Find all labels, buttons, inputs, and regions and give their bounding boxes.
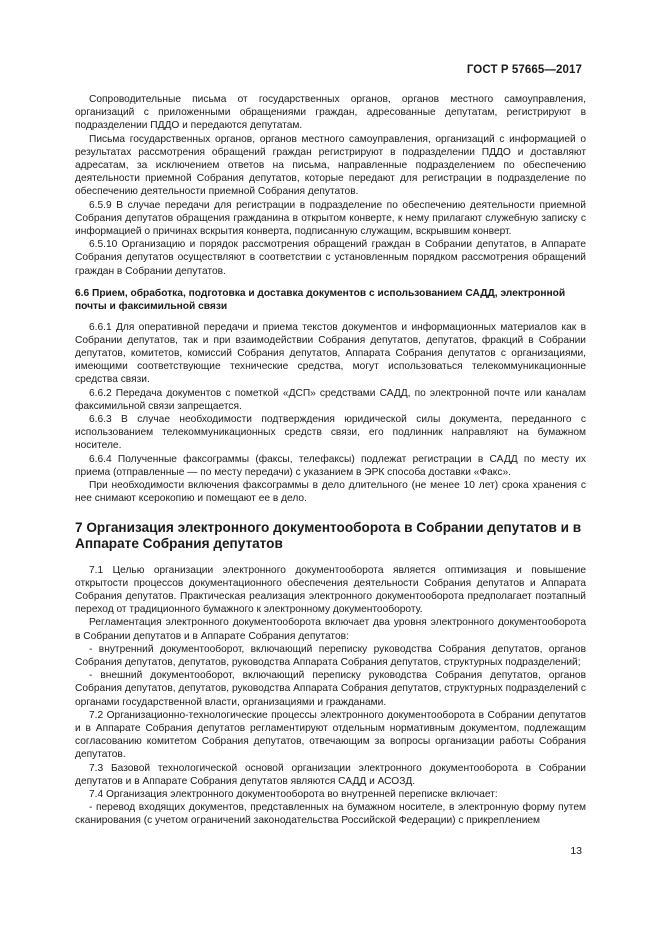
page-body <box>75 93 586 828</box>
paragraph: 6.5.9 В случае передачи для регистрации в подразделение по обеспечению деятельности приемной Собрания депутатов обращения гражданина в открытом конверте, к нему прилагают служебную записку с информацией о причинах вскрытия конверта, подписанную служащим, вскрывшим конверт. <box>75 199 586 238</box>
paragraph: Регламентация электронного документооборота включает два уровня электронного документооборота в Собрании депутатов и в Аппарате Собрания депутатов: <box>75 617 586 642</box>
document-code: ГОСТ Р 57665—2017 <box>466 64 582 76</box>
section-heading-7: 7 Организация электронного документооборота в Собрании депутатов и в Аппарате Собрания депутатов <box>75 519 582 551</box>
paragraph: 7.4 Организация электронного документооборота во внутренней переписке включает: <box>89 788 498 800</box>
paragraph: 6.6.2 Передача документов с пометкой «ДСП» средствами САДД, по электронной почте или каналам факсимильной связи запрещается. <box>75 387 586 412</box>
paragraph: Письма государственных органов, органов местного самоуправления, организаций с информацией о результатах рассмотрения обращений граждан регистрируют в подразделении ПДДО и доставляют адресатам, за исключением ответов на письма, направленные подразделением по обеспечению деятельности приемной Собрания депутатов, которые передают для регистрации в подразделение по обеспечению деятельности приемной Собрания депутатов. <box>75 133 586 198</box>
page-number: 13 <box>570 845 582 857</box>
paragraph: 6.6.3 В случае необходимости подтверждения юридической силы документа, переданного с использованием телекоммуникационных средств связи, его подлинник направляют на бумажном носителе. <box>75 414 586 452</box>
list-item: - внутренний документооборот, включающий переписку руководства Собрания депутатов, органов Собрания депутатов, депутатов, руководства Аппарата Собрания депутатов, структурных подразделений; <box>75 643 586 668</box>
list-item: - перевод входящих документов, представленных на бумажном носителе, в электронную форму путем сканирования (с учетом ограничений законодательства Российской Федерации) с прикреплением <box>75 802 586 827</box>
paragraph: 7.1 Целью организации электронного документооборота является оптимизация и повышение открытости процессов документационного обеспечения деятельности Собрания депутатов и Аппарата Собрания депутатов. Практическая реализация электронного документооборота предполагает поэтапный переход от традиционного бумажного к электронному документообороту. <box>75 564 586 616</box>
paragraph: 6.6.4 Полученные факсограммы (факсы, телефаксы) подлежат регистрации в САДД по месту их приема (отправленные — по месту передачи) с указанием в ЭРК способа доставки «Факс». <box>75 453 586 478</box>
paragraph: При необходимости включения факсограммы в дело длительного (не менее 10 лет) срока хранения с нее снимают ксерокопию и помещают ее в дело. <box>75 480 586 505</box>
paragraph: Сопроводительные письма от государственных органов, органов местного самоуправления, организаций с приложенными обращениями граждан, адресованные депутатам, регистрируют в подразделении ПДДО и передаются депутатам. <box>75 94 586 132</box>
subsection-heading-6-6: 6.6 Прием, обработка, подготовка и доставка документов с использованием САДД, электронной почты и факсимильной связи <box>75 287 566 313</box>
list-item: - внешний документооборот, включающий переписку руководства Собрания депутатов, органов Собрания депутатов, депутатов, руководства Аппарата Собрания депутатов, структурных подразделений с органами государственной власти, организациями и гражданами. <box>75 670 586 708</box>
paragraph: 7.2 Организационно-технологические процессы электронного документооборота в Собрании депутатов и в Аппарате Собрания депутатов регламентируют отдельным нормативным документом, подлежащим согласованию комитетом Собрания депутатов, отвечающим за вопросы организации работы Собрания депутатов. <box>75 709 586 761</box>
paragraph: 7.3 Базовой технологической основой организации электронного документооборота в Собрании депутатов и в Аппарате Собрания депутатов являются САДД и АСОЗД. <box>75 762 586 787</box>
paragraph: 6.6.1 Для оперативной передачи и приема текстов документов и информационных материалов как в Собрании депутатов, так и при взаимодействии Собрания депутатов, депутатов, фракций в Собрании депутатов, комитетов, комиссий Собрания депутатов, Аппарата Собрания депутатов с организациями, имеющими соответствующие технические средства, могут использоваться телекоммуникационные средства связи. <box>75 321 586 386</box>
paragraph: 6.5.10 Организацию и порядок рассмотрения обращений граждан в Собрании депутатов, в Аппарате Собрания депутатов осуществляют в соответствии с установленным порядком рассмотрения обращений граждан в Собрании депутатов. <box>75 239 586 277</box>
